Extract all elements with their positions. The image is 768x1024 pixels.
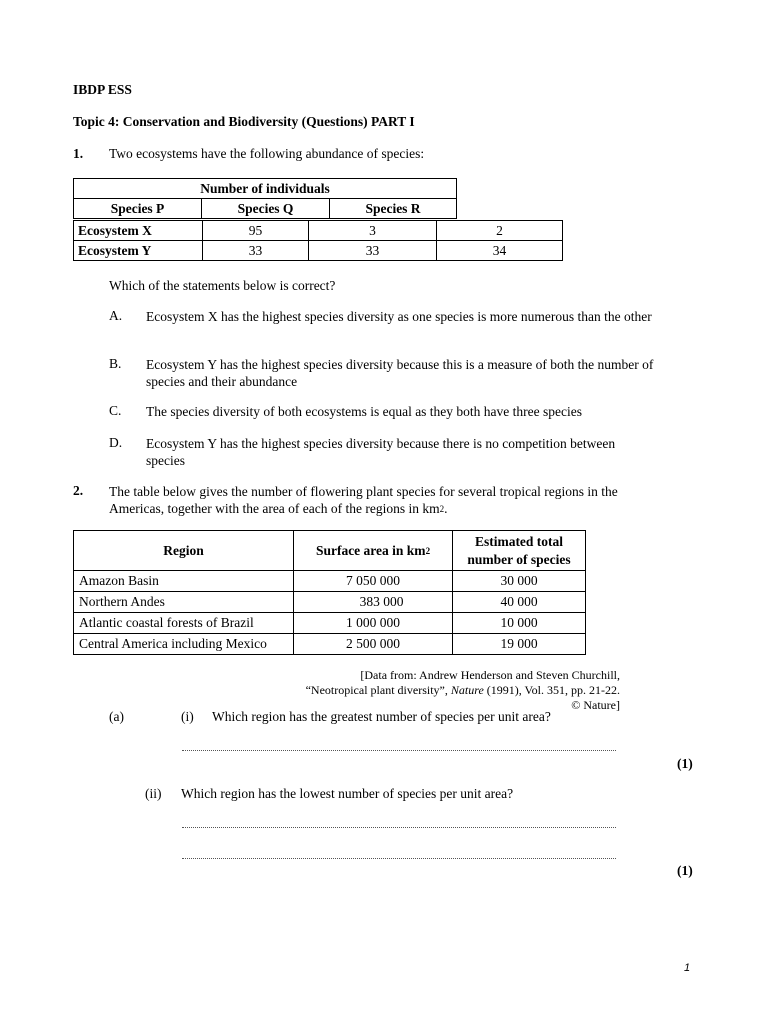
species-cell: 30 000 [453, 571, 586, 592]
species-q-header: Species Q [202, 199, 330, 219]
data-source: [Data from: Andrew Henderson and Steven Churchill, “Neotropical plant diversity”, Nature (1991), Vol. 351, pp. 21-22. © Nature] [305, 668, 620, 712]
option-d-letter: D. [109, 435, 123, 450]
table-row [74, 592, 586, 613]
table-cell: 34 [437, 241, 563, 261]
region-cell: Central America including Mexico [74, 634, 294, 655]
q1-prompt: Which of the statements below is correct? [109, 278, 336, 293]
option-b-letter: B. [109, 356, 122, 371]
area-header: Surface area in km2 [294, 531, 453, 571]
row-label: Ecosystem Y [74, 241, 203, 261]
regions-table [73, 530, 586, 655]
option-a-text: Ecosystem X has the highest species diversity as one species is more numerous than the other [146, 309, 652, 324]
option-d-text: Ecosystem Y has the highest species diversity because there is no competition between species [146, 436, 616, 468]
table-cell: 3 [309, 221, 437, 241]
row-label: Ecosystem X [74, 221, 203, 241]
answer-line-a-i[interactable] [182, 750, 616, 751]
area-cell: 2 500 000 [294, 634, 453, 655]
option-c-letter: C. [109, 403, 122, 418]
q1-number: 1. [73, 146, 84, 161]
option-b-text: Ecosystem Y has the highest species diversity because this is a measure of both the number of species and their abundance [146, 357, 654, 389]
q1-stem: Two ecosystems have the following abundance of species: [109, 146, 425, 161]
species-header: Estimated total number of species [453, 531, 586, 571]
table-row [74, 634, 586, 655]
table-row [74, 571, 586, 592]
table-cell: 95 [203, 221, 309, 241]
table-cell: 33 [309, 241, 437, 261]
table-cell: 2 [437, 221, 563, 241]
table-row [74, 221, 563, 241]
topic-title: Topic 4: Conservation and Biodiversity (Questions) PART I [73, 114, 415, 129]
area-cell: 383 000 [294, 592, 453, 613]
table-header-row [74, 531, 586, 571]
part-a-ii-question: Which region has the lowest number of species per unit area? [181, 786, 514, 801]
q2-number: 2. [73, 483, 84, 498]
answer-line-a-ii-1[interactable] [182, 827, 616, 828]
species-r-header: Species R [330, 199, 457, 219]
table-row [74, 613, 586, 634]
answer-line-a-ii-2[interactable] [182, 858, 616, 859]
q2-stem: The table below gives the number of flowering plant species for several tropical regions in the Americas, together with the area of each of the regions in km2. [109, 484, 618, 516]
part-a-i-question: Which region has the greatest number of species per unit area? [212, 709, 551, 724]
marks-a-i: (1) [677, 756, 693, 771]
region-cell: Amazon Basin [74, 571, 294, 592]
page-number: 1 [684, 962, 691, 974]
part-a-label: (a) [109, 709, 124, 724]
species-cell: 19 000 [453, 634, 586, 655]
region-cell: Northern Andes [74, 592, 294, 613]
table-row [74, 241, 563, 261]
option-c-text: The species diversity of both ecosystems is equal as they both have three species [146, 404, 583, 419]
area-cell: 1 000 000 [294, 613, 453, 634]
part-a-i-label: (i) [181, 709, 194, 724]
region-cell: Atlantic coastal forests of Brazil [74, 613, 294, 634]
option-a-letter: A. [109, 308, 123, 323]
species-cell: 40 000 [453, 592, 586, 613]
marks-a-ii: (1) [677, 863, 693, 878]
q1-table-body [73, 220, 563, 261]
q1-table-header [73, 178, 457, 219]
course-title: IBDP ESS [73, 82, 132, 97]
table-cell: 33 [203, 241, 309, 261]
region-header: Region [74, 531, 294, 571]
area-cell: 7 050 000 [294, 571, 453, 592]
part-a-ii-label: (ii) [145, 786, 162, 801]
number-of-individuals-header: Number of individuals [74, 179, 457, 199]
species-cell: 10 000 [453, 613, 586, 634]
species-p-header: Species P [74, 199, 202, 219]
